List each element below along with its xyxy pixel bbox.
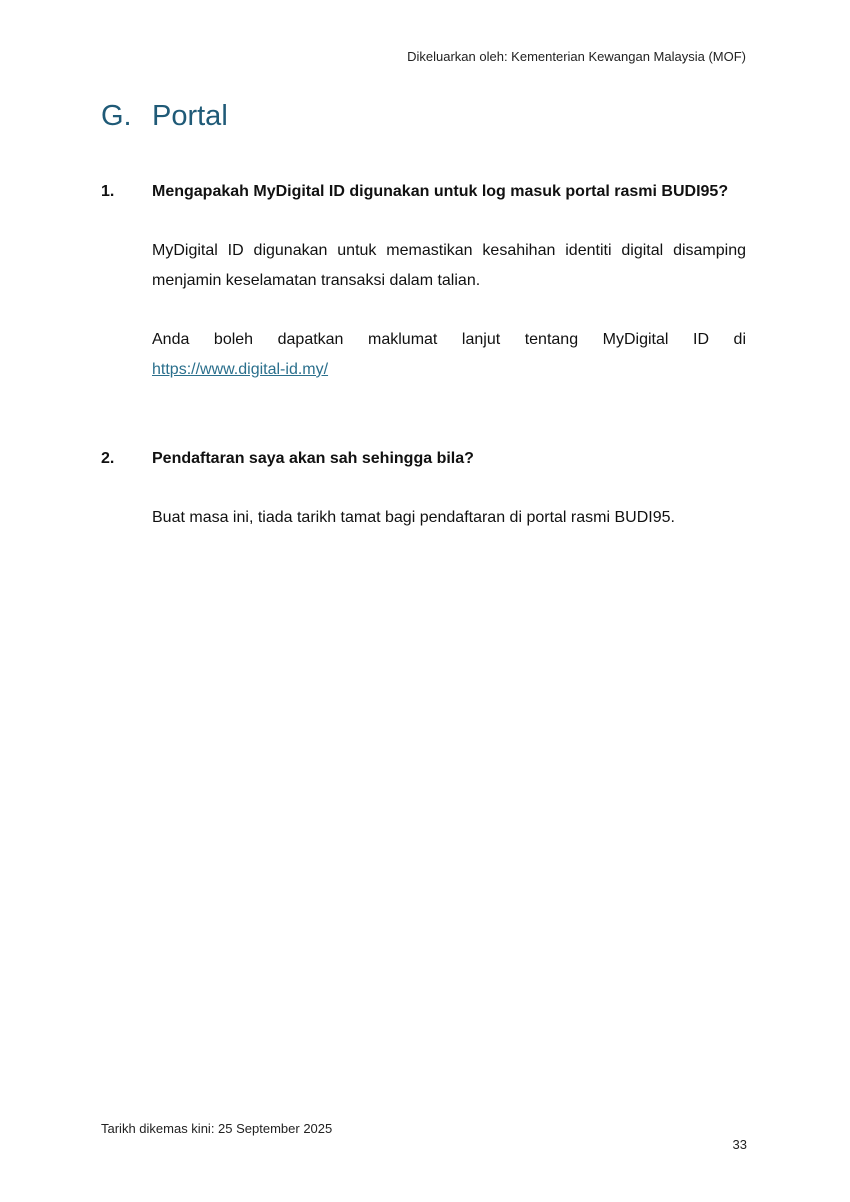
faq-question-row — [101, 444, 746, 474]
faq-answer-line: Anda boleh dapatkan maklumat lanjut tentang MyDigital ID di — [152, 331, 746, 348]
digital-id-link[interactable]: https://www.digital-id.my/ — [152, 361, 329, 378]
faq-question-number: 1. — [101, 183, 115, 200]
section-letter: G. — [101, 100, 132, 132]
faq-answer — [152, 503, 746, 533]
faq-item-2 — [101, 444, 746, 533]
faq-answer-paragraph: MyDigital ID digunakan untuk memastikan kesahihan identiti digital disamping menjamin keselamatan transaksi dalam talian. — [152, 242, 746, 289]
page-number: 33 — [732, 1137, 747, 1152]
section-heading — [101, 100, 228, 133]
faq-question-text: Pendaftaran saya akan sah sehingga bila? — [152, 450, 474, 467]
faq-question-row — [101, 177, 746, 207]
footer-updated-date: Tarikh dikemas kini: 25 September 2025 — [101, 1121, 333, 1136]
faq-answer-paragraph — [152, 325, 746, 385]
faq-answer — [152, 236, 746, 385]
faq-question-number: 2. — [101, 450, 115, 467]
faq-answer-paragraph: Buat masa ini, tiada tarikh tamat bagi pendaftaran di portal rasmi BUDI95. — [152, 509, 675, 526]
header-issuer-note: Dikeluarkan oleh: Kementerian Kewangan Malaysia (MOF) — [407, 49, 746, 64]
section-title-text: Portal — [152, 100, 228, 132]
faq-item-1 — [101, 177, 746, 385]
faq-question-text: Mengapakah MyDigital ID digunakan untuk log masuk portal rasmi BUDI95? — [152, 183, 729, 200]
